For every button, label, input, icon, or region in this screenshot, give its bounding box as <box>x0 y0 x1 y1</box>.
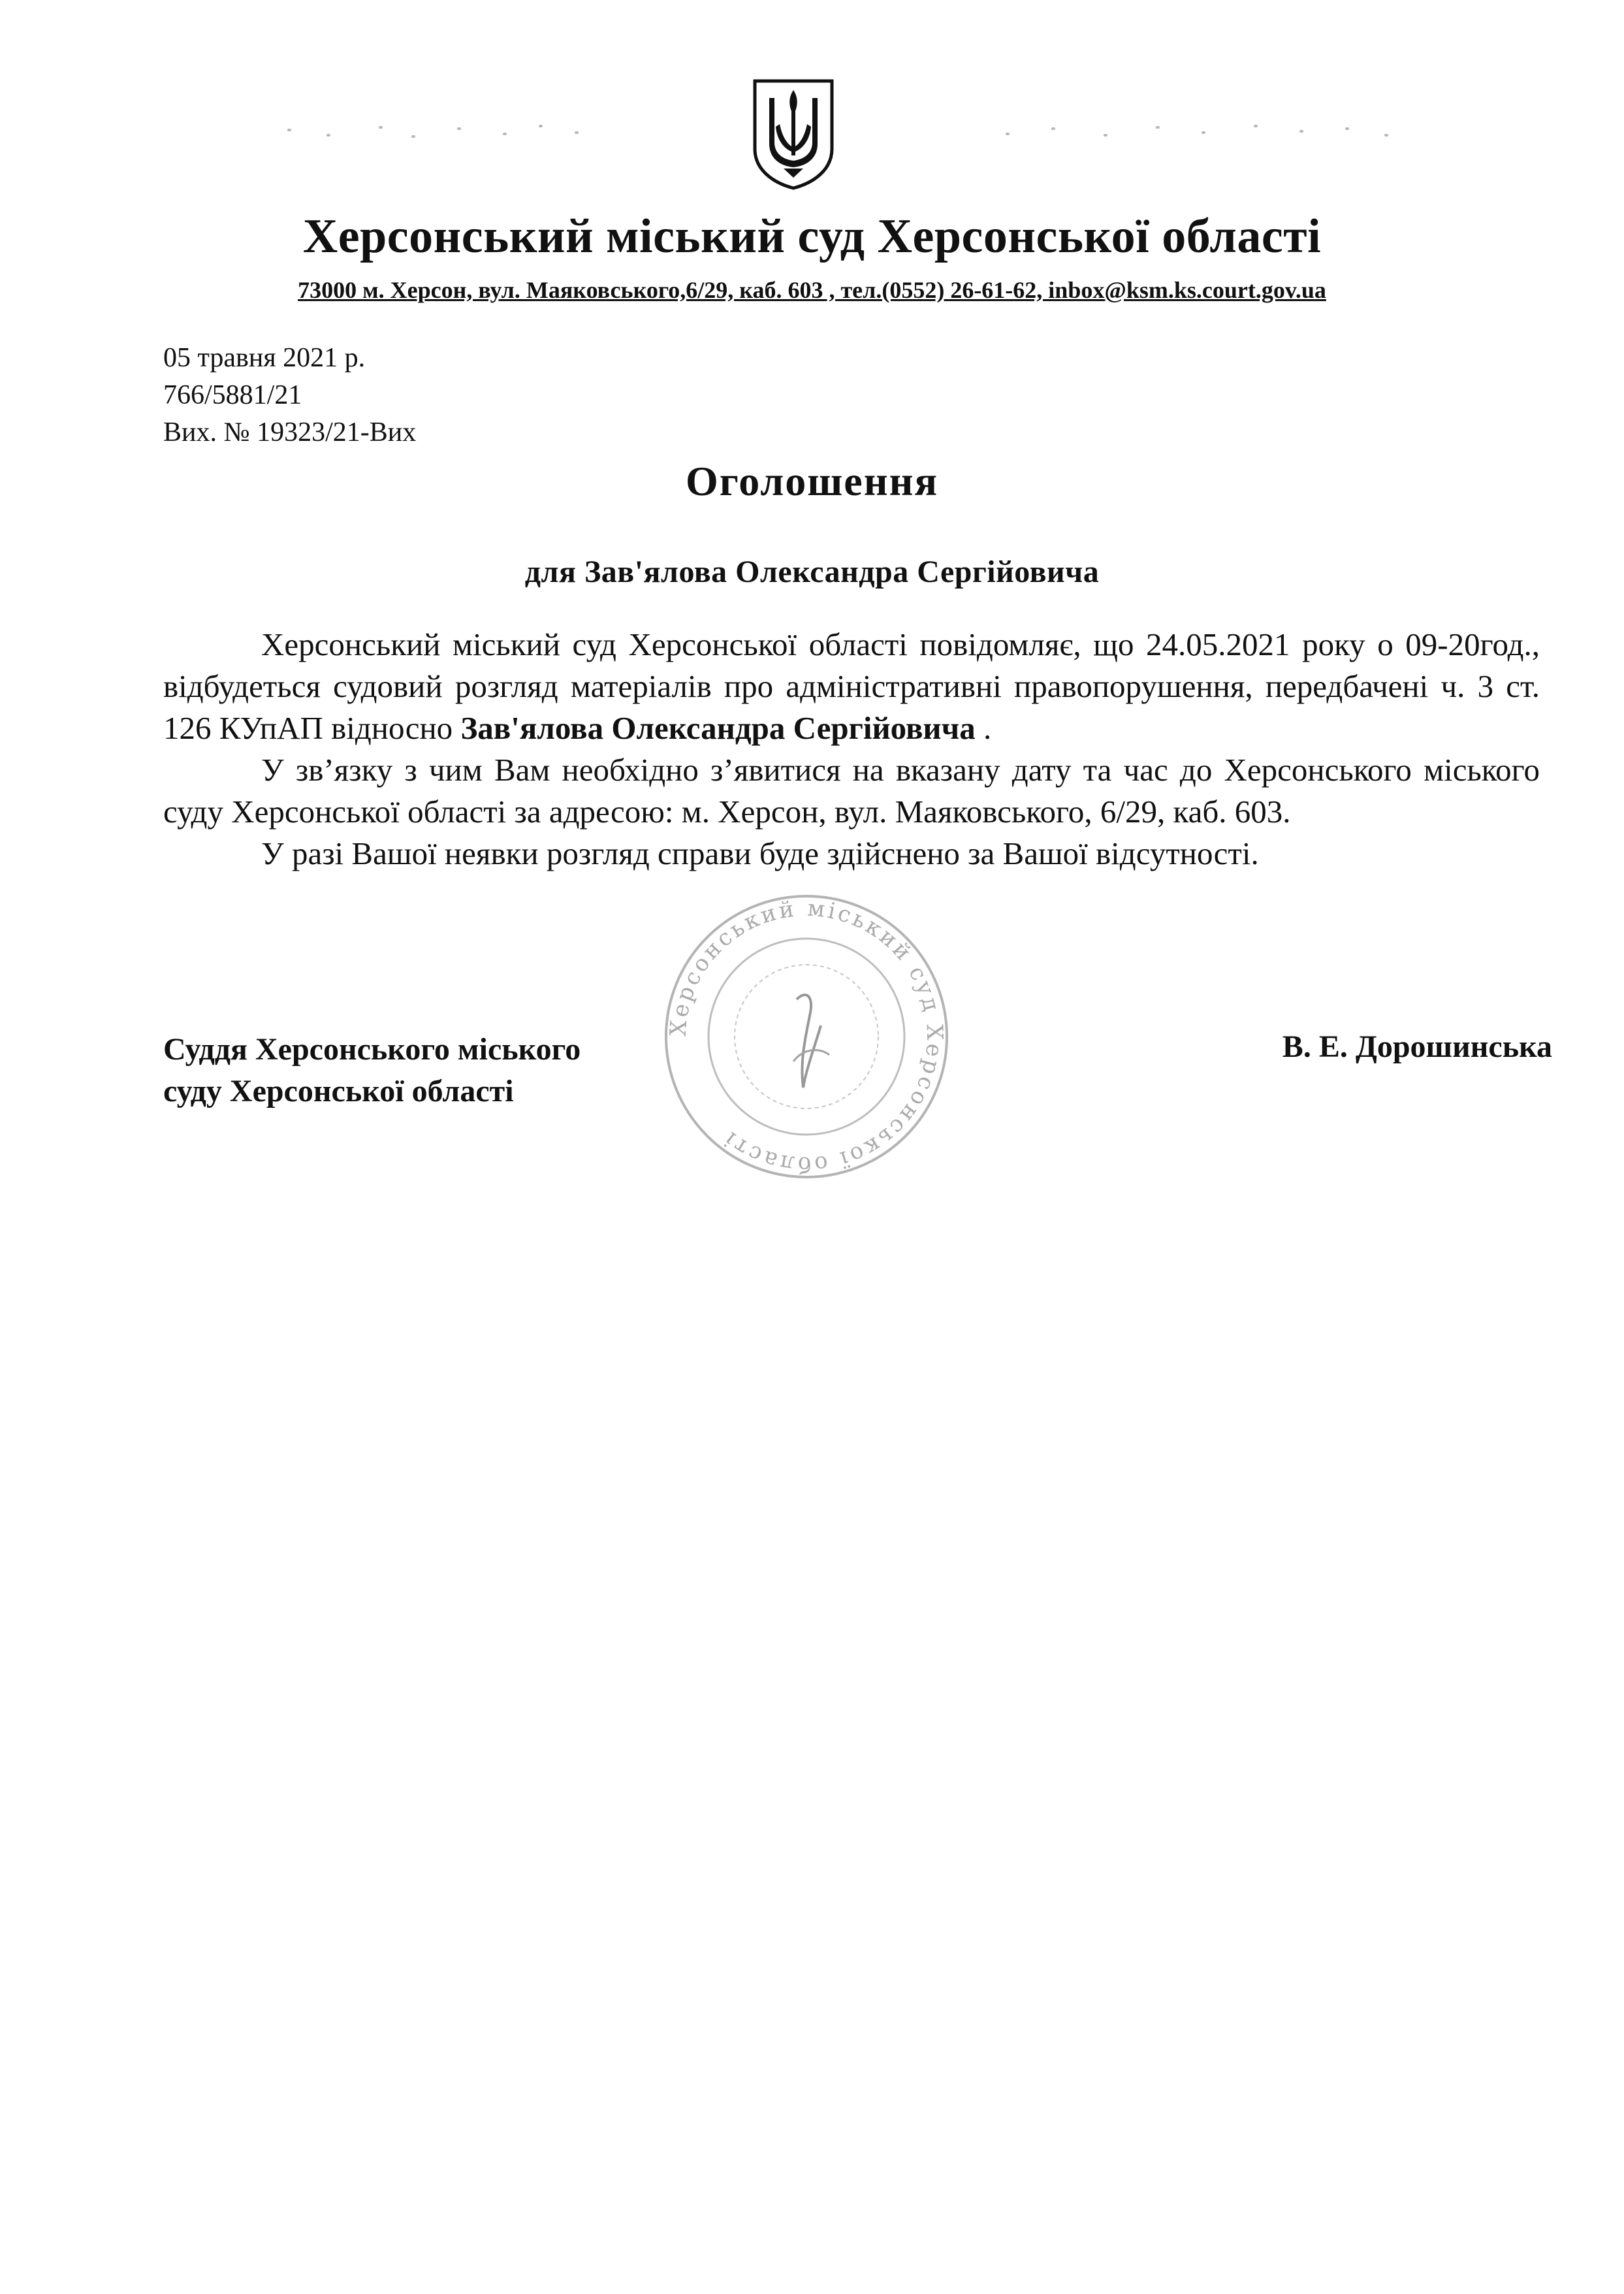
trident-emblem-icon <box>751 78 836 191</box>
judge-position-line-2: суду Херсонської області <box>163 1074 514 1108</box>
court-name-heading: Херсонський міський суд Херсонської області <box>302 210 1322 263</box>
document-meta <box>163 340 416 451</box>
paragraph-hearing-text: Херсонський міський суд Херсонської області повідомляє, що 24.05.2021 року о 09-20год., відбудеться судовий розгляд матеріалів про адміністративні правопорушення, передбачені ч. 3 ст. 126 КУпАП відносно <box>163 626 1540 746</box>
court-seal-stamp <box>643 892 970 1182</box>
paragraph-appearance-request: У зв’язку з чим Вам необхідно з’явитися на вказану дату та час до Херсонського міського суду Херсонської облаcті за адресою: м. Херсон, вул. Маяковського, 6/29, каб. 603. <box>163 752 1540 830</box>
scan-noise-right <box>1006 121 1397 147</box>
judge-name: В. Е. Дорошинська <box>1282 1029 1552 1064</box>
svg-text:Херсонський міський суд Херсон: Херсонський міський суд Херсонської області <box>665 895 948 1178</box>
paragraph-absence-warning: У разі Вашої неявки розгляд справи буде здійснено за Вашої відсутності. <box>261 835 1259 871</box>
announcement-body <box>163 624 1540 875</box>
document-title: Оголошення <box>685 458 939 504</box>
paragraph-hearing-end: . <box>975 710 992 746</box>
addressee-line: для Зав'ялова Олександра Сергійовича <box>524 555 1100 589</box>
outgoing-number: Вих. № 19323/21-Вих <box>163 417 417 447</box>
scan-noise-left <box>287 121 594 147</box>
paragraph-hearing-notice <box>163 624 1540 749</box>
document-date: 05 травня 2021 р. <box>163 343 366 373</box>
judge-position-line-1: Суддя Херсонського міського <box>163 1032 581 1067</box>
judge-position <box>163 1029 581 1112</box>
court-address-line: 73000 м. Херсон, вул. Маяковського,6/29, каб. 603 , тел.(0552) 26-61-62, inbox@ksm.ks.court.gov.ua <box>298 277 1326 303</box>
case-number: 766/5881/21 <box>163 380 302 410</box>
defendant-name: Зав'ялова Олександра Сергійовича <box>460 710 976 746</box>
